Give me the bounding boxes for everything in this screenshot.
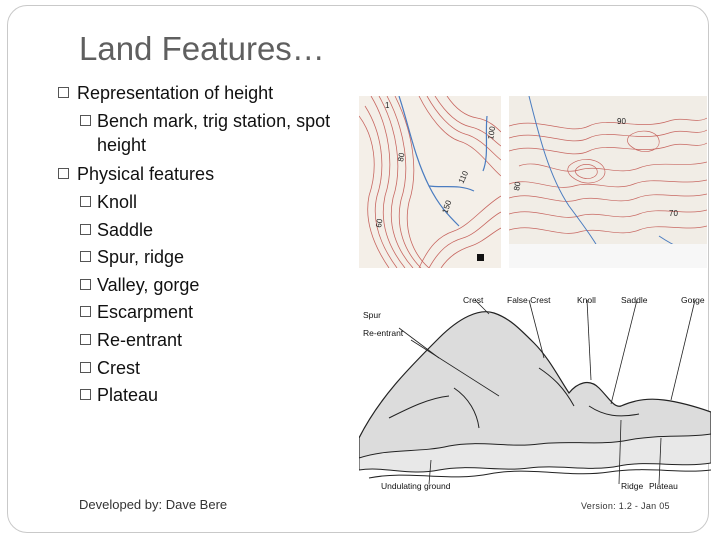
label-ridge: Ridge (621, 481, 644, 491)
building-icon (477, 254, 484, 261)
bullet-text: Representation of height (77, 83, 274, 103)
hollow-square-icon (80, 115, 91, 126)
sub-bullet-text: Knoll (97, 192, 138, 212)
sub-bullet-item (58, 356, 358, 380)
sub-bullet-item (58, 273, 358, 297)
hollow-square-icon (80, 251, 91, 262)
topographic-map-left (359, 96, 501, 268)
topographic-map-right (509, 96, 707, 268)
arrow-saddle (611, 300, 637, 404)
map-label: 70 (669, 209, 678, 218)
bullet-item (58, 81, 358, 105)
label-gorge: Gorge (681, 295, 705, 305)
map-label: 110 (456, 169, 471, 185)
sub-bullet-text: Escarpment (97, 302, 194, 323)
bullet-list (58, 81, 358, 411)
sub-bullet-text: Saddle (97, 219, 154, 240)
landform-diagram (359, 288, 711, 496)
slide-title: Land Features… (79, 30, 325, 67)
sub-bullet-item (58, 383, 358, 407)
hollow-square-icon (58, 87, 69, 98)
hollow-square-icon (80, 334, 91, 345)
label-knoll: Knoll (577, 295, 596, 305)
map-label: 100 (486, 125, 498, 141)
map-label: 90 (617, 117, 626, 126)
sub-bullet-item (58, 218, 358, 242)
label-crest: Crest (463, 295, 484, 305)
map-label: 1 (385, 101, 390, 110)
sub-bullet-text: Spur, ridge (97, 247, 185, 268)
arrow-knoll (587, 300, 591, 380)
hollow-square-icon (58, 168, 69, 179)
label-re-entrant: Re-entrant (363, 328, 404, 338)
hollow-square-icon (80, 279, 91, 290)
bullet-text: Physical features (77, 164, 215, 184)
label-spur: Spur (363, 310, 381, 320)
hollow-square-icon (80, 362, 91, 373)
bullet-item (58, 162, 358, 186)
map-label: 80 (396, 152, 407, 163)
hollow-square-icon (80, 196, 91, 207)
map-label: 60 (374, 218, 385, 229)
label-false-crest: False Crest (507, 295, 551, 305)
hollow-square-icon (80, 224, 91, 235)
footer-author: Developed by: Dave Bere (79, 497, 228, 512)
sub-bullet-text: Bench mark, trig station, spot height (97, 111, 331, 155)
footer-version: Version: 1.2 - Jan 05 (581, 501, 670, 511)
sub-bullet-text: Valley, gorge (97, 274, 200, 295)
sub-bullet-text: Crest (97, 357, 141, 378)
sub-bullet-item (58, 109, 347, 157)
sub-bullet-item (58, 245, 358, 269)
map-label: 150 (440, 199, 454, 215)
label-undulating-ground: Undulating ground (381, 481, 451, 491)
sub-bullet-item (58, 300, 358, 324)
arrow-gorge (671, 300, 695, 400)
sub-bullet-text: Plateau (97, 385, 159, 406)
label-saddle: Saddle (621, 295, 648, 305)
hollow-square-icon (80, 306, 91, 317)
sub-bullet-item (58, 190, 358, 214)
sub-bullet-item (58, 328, 358, 352)
map-label: 80 (512, 181, 523, 192)
mountain-shape (359, 312, 711, 458)
sub-bullet-text: Re-entrant (97, 329, 183, 350)
arrow-spur (399, 328, 439, 358)
hollow-square-icon (80, 389, 91, 400)
label-plateau: Plateau (649, 481, 678, 491)
